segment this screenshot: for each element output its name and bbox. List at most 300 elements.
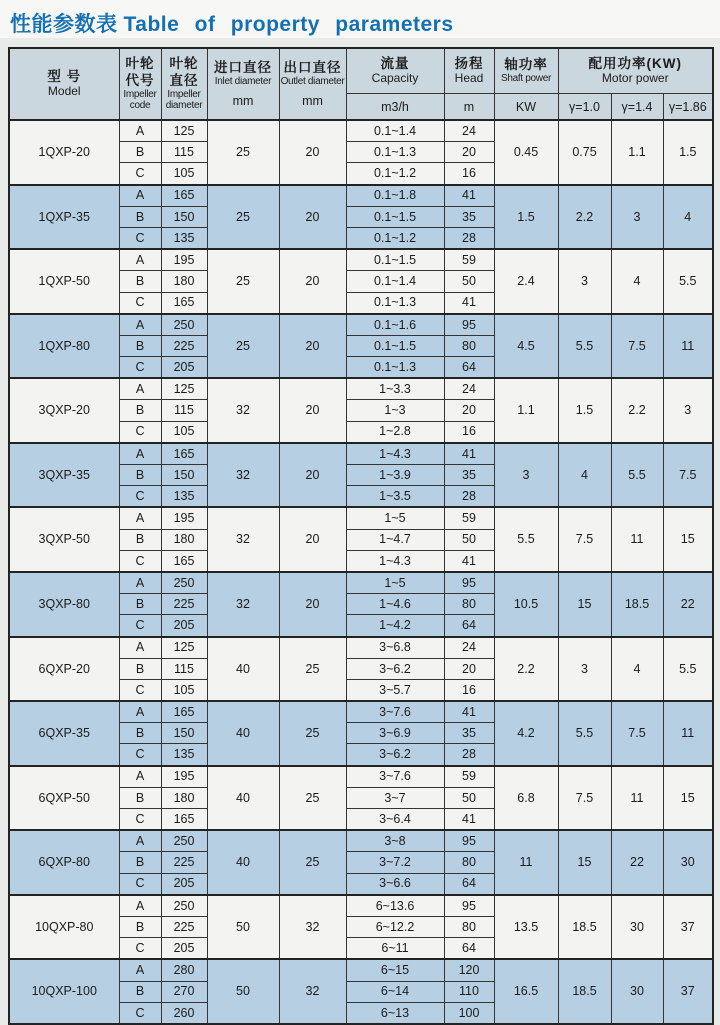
capacity-cell: 3~7.6 (346, 701, 444, 723)
header-impeller-diameter-zh2: 直径 (169, 72, 199, 88)
head-cell: 95 (444, 572, 494, 594)
impeller-code-cell: B (119, 723, 161, 744)
impeller-diameter-cell: 205 (161, 357, 207, 379)
page-title-en: Table of property parameters (123, 13, 454, 36)
header-motor-zh: 配用功率(KW) (588, 56, 682, 71)
impeller-code-cell: C (119, 421, 161, 443)
impeller-diameter-cell: 150 (161, 206, 207, 227)
motor-power-cell: 1.5 (558, 378, 611, 443)
capacity-cell: 1~2.8 (346, 421, 444, 443)
parameters-table (8, 47, 714, 1025)
shaft-power-cell: 4.2 (494, 701, 558, 766)
head-cell: 20 (444, 658, 494, 679)
impeller-diameter-cell: 180 (161, 787, 207, 808)
capacity-cell: 3~5.7 (346, 679, 444, 701)
header-shaft-en: Shaft power (500, 73, 552, 85)
head-cell: 41 (444, 701, 494, 723)
impeller-diameter-cell: 115 (161, 400, 207, 421)
head-cell: 35 (444, 723, 494, 744)
header-impeller-code (119, 48, 161, 120)
impeller-code-cell: A (119, 185, 161, 207)
header-shaft-unit: KW (494, 94, 558, 121)
head-cell: 100 (444, 1002, 494, 1024)
motor-power-cell: 11 (611, 766, 663, 831)
impeller-diameter-cell: 165 (161, 550, 207, 572)
outlet-diameter-cell: 20 (279, 120, 346, 185)
impeller-diameter-cell: 225 (161, 852, 207, 873)
impeller-code-cell: A (119, 895, 161, 917)
motor-power-cell: 15 (558, 830, 611, 895)
motor-power-cell: 2.2 (611, 378, 663, 443)
capacity-cell: 1~4.7 (346, 529, 444, 550)
head-cell: 24 (444, 637, 494, 659)
header-capacity (346, 48, 444, 94)
model-cell: 1QXP-35 (9, 185, 119, 250)
head-cell: 80 (444, 335, 494, 356)
impeller-diameter-cell: 125 (161, 120, 207, 142)
impeller-diameter-cell: 125 (161, 378, 207, 400)
inlet-diameter-cell: 40 (207, 701, 279, 766)
shaft-power-cell: 1.5 (494, 185, 558, 250)
model-cell: 3QXP-35 (9, 443, 119, 508)
impeller-diameter-cell: 105 (161, 421, 207, 443)
table-row (9, 637, 713, 659)
motor-power-cell: 3 (663, 378, 713, 443)
capacity-cell: 6~12.2 (346, 916, 444, 937)
table-body (9, 120, 713, 1024)
header-row-main (9, 48, 713, 94)
capacity-cell: 3~6.9 (346, 723, 444, 744)
capacity-cell: 0.1~1.5 (346, 335, 444, 356)
model-cell: 10QXP-100 (9, 959, 119, 1024)
motor-power-cell: 11 (663, 701, 713, 766)
motor-power-cell: 2.2 (558, 185, 611, 250)
motor-power-cell: 7.5 (663, 443, 713, 508)
capacity-cell: 3~6.6 (346, 873, 444, 895)
motor-power-cell: 30 (611, 959, 663, 1024)
impeller-diameter-cell: 250 (161, 895, 207, 917)
impeller-code-cell: A (119, 314, 161, 336)
inlet-diameter-cell: 25 (207, 249, 279, 314)
header-capacity-en: Capacity (371, 71, 419, 86)
model-cell: 6QXP-20 (9, 637, 119, 702)
impeller-code-cell: C (119, 163, 161, 185)
motor-power-cell: 4 (611, 637, 663, 702)
capacity-cell: 1~4.3 (346, 550, 444, 572)
impeller-diameter-cell: 205 (161, 873, 207, 895)
head-cell: 16 (444, 421, 494, 443)
inlet-diameter-cell: 40 (207, 766, 279, 831)
impeller-code-cell: C (119, 873, 161, 895)
header-impeller-diameter (161, 48, 207, 120)
head-cell: 41 (444, 185, 494, 207)
header-inlet-unit: mm (232, 94, 254, 109)
motor-power-cell: 5.5 (611, 443, 663, 508)
capacity-cell: 0.1~1.4 (346, 271, 444, 292)
impeller-code-cell: A (119, 507, 161, 529)
motor-power-cell: 1.5 (663, 120, 713, 185)
header-head (444, 48, 494, 94)
outlet-diameter-cell: 20 (279, 378, 346, 443)
impeller-code-cell: A (119, 701, 161, 723)
capacity-cell: 3~6.8 (346, 637, 444, 659)
inlet-diameter-cell: 32 (207, 443, 279, 508)
impeller-diameter-cell: 195 (161, 249, 207, 271)
head-cell: 16 (444, 679, 494, 701)
impeller-code-cell: B (119, 916, 161, 937)
capacity-cell: 1~5 (346, 507, 444, 529)
capacity-cell: 6~13.6 (346, 895, 444, 917)
shaft-power-cell: 2.4 (494, 249, 558, 314)
capacity-cell: 6~13 (346, 1002, 444, 1024)
impeller-diameter-cell: 135 (161, 744, 207, 766)
impeller-code-cell: B (119, 465, 161, 486)
table-row (9, 895, 713, 917)
inlet-diameter-cell: 32 (207, 572, 279, 637)
impeller-code-cell: B (119, 206, 161, 227)
impeller-code-cell: B (119, 852, 161, 873)
capacity-cell: 3~6.2 (346, 744, 444, 766)
table-row (9, 830, 713, 852)
header-impeller-code-en2: code (129, 100, 151, 112)
head-cell: 24 (444, 378, 494, 400)
impeller-diameter-cell: 150 (161, 723, 207, 744)
capacity-cell: 3~6.2 (346, 658, 444, 679)
header-outlet-diameter (279, 48, 346, 120)
capacity-cell: 6~11 (346, 938, 444, 960)
motor-power-cell: 15 (663, 507, 713, 572)
header-impeller-diameter-en2: diameter (165, 100, 203, 112)
header-model-zh: 型 号 (47, 69, 82, 84)
impeller-diameter-cell: 180 (161, 271, 207, 292)
impeller-code-cell: A (119, 572, 161, 594)
motor-power-cell: 37 (663, 895, 713, 960)
head-cell: 59 (444, 507, 494, 529)
motor-power-cell: 11 (663, 314, 713, 379)
header-impeller-code-zh2: 代号 (125, 72, 155, 88)
impeller-diameter-cell: 195 (161, 766, 207, 788)
model-cell: 3QXP-50 (9, 507, 119, 572)
inlet-diameter-cell: 25 (207, 314, 279, 379)
impeller-diameter-cell: 195 (161, 507, 207, 529)
model-cell: 3QXP-20 (9, 378, 119, 443)
impeller-diameter-cell: 225 (161, 916, 207, 937)
head-cell: 41 (444, 443, 494, 465)
head-cell: 59 (444, 249, 494, 271)
capacity-cell: 1~3.9 (346, 465, 444, 486)
model-cell: 10QXP-80 (9, 895, 119, 960)
table-row (9, 185, 713, 207)
header-inlet-zh: 进口直径 (214, 59, 272, 75)
head-cell: 95 (444, 314, 494, 336)
shaft-power-cell: 11 (494, 830, 558, 895)
impeller-code-cell: C (119, 550, 161, 572)
head-cell: 35 (444, 465, 494, 486)
head-cell: 28 (444, 227, 494, 249)
inlet-diameter-cell: 25 (207, 185, 279, 250)
impeller-code-cell: C (119, 809, 161, 831)
motor-power-cell: 1.1 (611, 120, 663, 185)
header-outlet-en: Outlet diameter (280, 75, 345, 87)
shaft-power-cell: 6.8 (494, 766, 558, 831)
motor-power-cell: 18.5 (611, 572, 663, 637)
header-capacity-zh: 流量 (380, 56, 410, 71)
head-cell: 95 (444, 895, 494, 917)
impeller-code-cell: A (119, 120, 161, 142)
motor-power-cell: 18.5 (558, 959, 611, 1024)
motor-power-cell: 30 (611, 895, 663, 960)
motor-power-cell: 3 (611, 185, 663, 250)
table-row (9, 507, 713, 529)
table-row (9, 959, 713, 981)
impeller-diameter-cell: 205 (161, 615, 207, 637)
impeller-diameter-cell: 150 (161, 465, 207, 486)
shaft-power-cell: 1.1 (494, 378, 558, 443)
motor-power-cell: 7.5 (611, 314, 663, 379)
capacity-cell: 1~3 (346, 400, 444, 421)
header-impeller-code-en1: Impeller (123, 88, 157, 100)
outlet-diameter-cell: 20 (279, 507, 346, 572)
shaft-power-cell: 3 (494, 443, 558, 508)
table-row (9, 572, 713, 594)
outlet-diameter-cell: 20 (279, 443, 346, 508)
outlet-diameter-cell: 25 (279, 766, 346, 831)
impeller-diameter-cell: 105 (161, 679, 207, 701)
model-cell: 1QXP-80 (9, 314, 119, 379)
capacity-cell: 1~3.3 (346, 378, 444, 400)
impeller-code-cell: B (119, 142, 161, 163)
head-cell: 16 (444, 163, 494, 185)
impeller-code-cell: C (119, 292, 161, 314)
head-cell: 64 (444, 873, 494, 895)
inlet-diameter-cell: 40 (207, 637, 279, 702)
impeller-diameter-cell: 125 (161, 637, 207, 659)
impeller-code-cell: C (119, 744, 161, 766)
impeller-diameter-cell: 105 (161, 163, 207, 185)
capacity-cell: 0.1~1.4 (346, 120, 444, 142)
motor-power-cell: 7.5 (558, 766, 611, 831)
impeller-code-cell: B (119, 594, 161, 615)
outlet-diameter-cell: 20 (279, 249, 346, 314)
shaft-power-cell: 2.2 (494, 637, 558, 702)
impeller-code-cell: A (119, 830, 161, 852)
capacity-cell: 0.1~1.5 (346, 206, 444, 227)
header-impeller-code-zh1: 叶轮 (125, 56, 155, 72)
motor-power-cell: 4 (558, 443, 611, 508)
impeller-diameter-cell: 165 (161, 292, 207, 314)
impeller-code-cell: A (119, 959, 161, 981)
capacity-cell: 3~6.4 (346, 809, 444, 831)
capacity-cell: 1~4.2 (346, 615, 444, 637)
impeller-code-cell: C (119, 679, 161, 701)
inlet-diameter-cell: 40 (207, 830, 279, 895)
head-cell: 41 (444, 550, 494, 572)
header-inlet-en: Inlet diameter (214, 75, 272, 87)
motor-power-cell: 3 (558, 249, 611, 314)
header-inlet-diameter (207, 48, 279, 120)
impeller-code-cell: C (119, 1002, 161, 1024)
impeller-diameter-cell: 280 (161, 959, 207, 981)
outlet-diameter-cell: 20 (279, 314, 346, 379)
model-cell: 6QXP-35 (9, 701, 119, 766)
impeller-diameter-cell: 115 (161, 142, 207, 163)
capacity-cell: 6~15 (346, 959, 444, 981)
capacity-cell: 0.1~1.2 (346, 163, 444, 185)
model-cell: 1QXP-50 (9, 249, 119, 314)
shaft-power-cell: 10.5 (494, 572, 558, 637)
impeller-code-cell: C (119, 486, 161, 508)
header-motor-power (558, 48, 713, 94)
header-impeller-diameter-en1: Impeller (167, 88, 201, 100)
impeller-diameter-cell: 205 (161, 938, 207, 960)
impeller-code-cell: A (119, 637, 161, 659)
header-outlet-zh: 出口直径 (283, 59, 342, 75)
head-cell: 41 (444, 809, 494, 831)
outlet-diameter-cell: 25 (279, 701, 346, 766)
motor-power-cell: 5.5 (663, 637, 713, 702)
head-cell: 50 (444, 787, 494, 808)
head-cell: 80 (444, 852, 494, 873)
head-cell: 50 (444, 529, 494, 550)
model-cell: 6QXP-80 (9, 830, 119, 895)
head-cell: 20 (444, 400, 494, 421)
motor-power-cell: 4 (663, 185, 713, 250)
motor-power-cell: 4 (611, 249, 663, 314)
capacity-cell: 3~7 (346, 787, 444, 808)
head-cell: 24 (444, 120, 494, 142)
table-row (9, 314, 713, 336)
head-cell: 41 (444, 292, 494, 314)
motor-power-cell: 5.5 (558, 701, 611, 766)
model-cell: 6QXP-50 (9, 766, 119, 831)
impeller-code-cell: B (119, 658, 161, 679)
inlet-diameter-cell: 50 (207, 959, 279, 1024)
table-row (9, 443, 713, 465)
impeller-diameter-cell: 165 (161, 701, 207, 723)
impeller-code-cell: C (119, 615, 161, 637)
header-model (9, 48, 119, 120)
motor-power-cell: 22 (663, 572, 713, 637)
header-head-zh: 扬程 (454, 56, 484, 71)
header-motor-gamma-1: γ=1.0 (558, 94, 611, 121)
capacity-cell: 1~3.5 (346, 486, 444, 508)
capacity-cell: 1~4.6 (346, 594, 444, 615)
page-title-zh: 性能参数表 (10, 13, 118, 36)
header-head-en: Head (454, 71, 484, 86)
outlet-diameter-cell: 20 (279, 572, 346, 637)
head-cell: 120 (444, 959, 494, 981)
shaft-power-cell: 13.5 (494, 895, 558, 960)
impeller-diameter-cell: 165 (161, 809, 207, 831)
impeller-code-cell: A (119, 766, 161, 788)
header-shaft-zh: 轴功率 (504, 57, 548, 73)
capacity-cell: 3~8 (346, 830, 444, 852)
shaft-power-cell: 4.5 (494, 314, 558, 379)
head-cell: 28 (444, 486, 494, 508)
inlet-diameter-cell: 25 (207, 120, 279, 185)
impeller-code-cell: C (119, 357, 161, 379)
head-cell: 35 (444, 206, 494, 227)
table-row (9, 378, 713, 400)
head-cell: 28 (444, 744, 494, 766)
head-cell: 80 (444, 916, 494, 937)
capacity-cell: 1~5 (346, 572, 444, 594)
head-cell: 64 (444, 938, 494, 960)
head-cell: 50 (444, 271, 494, 292)
capacity-cell: 0.1~1.6 (346, 314, 444, 336)
impeller-diameter-cell: 225 (161, 594, 207, 615)
impeller-diameter-cell: 270 (161, 981, 207, 1002)
impeller-code-cell: A (119, 249, 161, 271)
motor-power-cell: 5.5 (558, 314, 611, 379)
table-row (9, 766, 713, 788)
impeller-diameter-cell: 260 (161, 1002, 207, 1024)
shaft-power-cell: 5.5 (494, 507, 558, 572)
impeller-diameter-cell: 250 (161, 830, 207, 852)
model-cell: 3QXP-80 (9, 572, 119, 637)
impeller-code-cell: B (119, 335, 161, 356)
header-motor-gamma-3: γ=1.86 (663, 94, 713, 121)
table-row (9, 120, 713, 142)
impeller-diameter-cell: 135 (161, 227, 207, 249)
header-motor-gamma-2: γ=1.4 (611, 94, 663, 121)
impeller-code-cell: B (119, 529, 161, 550)
impeller-diameter-cell: 250 (161, 572, 207, 594)
capacity-cell: 0.1~1.2 (346, 227, 444, 249)
impeller-diameter-cell: 115 (161, 658, 207, 679)
capacity-cell: 0.1~1.3 (346, 357, 444, 379)
impeller-code-cell: A (119, 443, 161, 465)
motor-power-cell: 15 (663, 766, 713, 831)
motor-power-cell: 7.5 (558, 507, 611, 572)
head-cell: 95 (444, 830, 494, 852)
motor-power-cell: 18.5 (558, 895, 611, 960)
outlet-diameter-cell: 25 (279, 637, 346, 702)
head-cell: 80 (444, 594, 494, 615)
head-cell: 110 (444, 981, 494, 1002)
capacity-cell: 1~4.3 (346, 443, 444, 465)
inlet-diameter-cell: 32 (207, 378, 279, 443)
header-outlet-unit: mm (302, 94, 323, 109)
impeller-code-cell: B (119, 271, 161, 292)
capacity-cell: 6~14 (346, 981, 444, 1002)
motor-power-cell: 11 (611, 507, 663, 572)
motor-power-cell: 37 (663, 959, 713, 1024)
impeller-code-cell: B (119, 981, 161, 1002)
motor-power-cell: 0.75 (558, 120, 611, 185)
head-cell: 64 (444, 357, 494, 379)
motor-power-cell: 22 (611, 830, 663, 895)
header-shaft-power (494, 48, 558, 94)
impeller-diameter-cell: 165 (161, 443, 207, 465)
head-cell: 20 (444, 142, 494, 163)
capacity-cell: 0.1~1.3 (346, 292, 444, 314)
header-impeller-diameter-zh1: 叶轮 (169, 56, 199, 72)
inlet-diameter-cell: 50 (207, 895, 279, 960)
table-header (9, 48, 713, 120)
impeller-code-cell: B (119, 400, 161, 421)
impeller-diameter-cell: 250 (161, 314, 207, 336)
outlet-diameter-cell: 32 (279, 895, 346, 960)
head-cell: 64 (444, 615, 494, 637)
capacity-cell: 3~7.6 (346, 766, 444, 788)
impeller-diameter-cell: 135 (161, 486, 207, 508)
header-motor-en: Motor power (601, 71, 669, 86)
outlet-diameter-cell: 32 (279, 959, 346, 1024)
impeller-code-cell: A (119, 378, 161, 400)
capacity-cell: 3~7.2 (346, 852, 444, 873)
table-row (9, 701, 713, 723)
